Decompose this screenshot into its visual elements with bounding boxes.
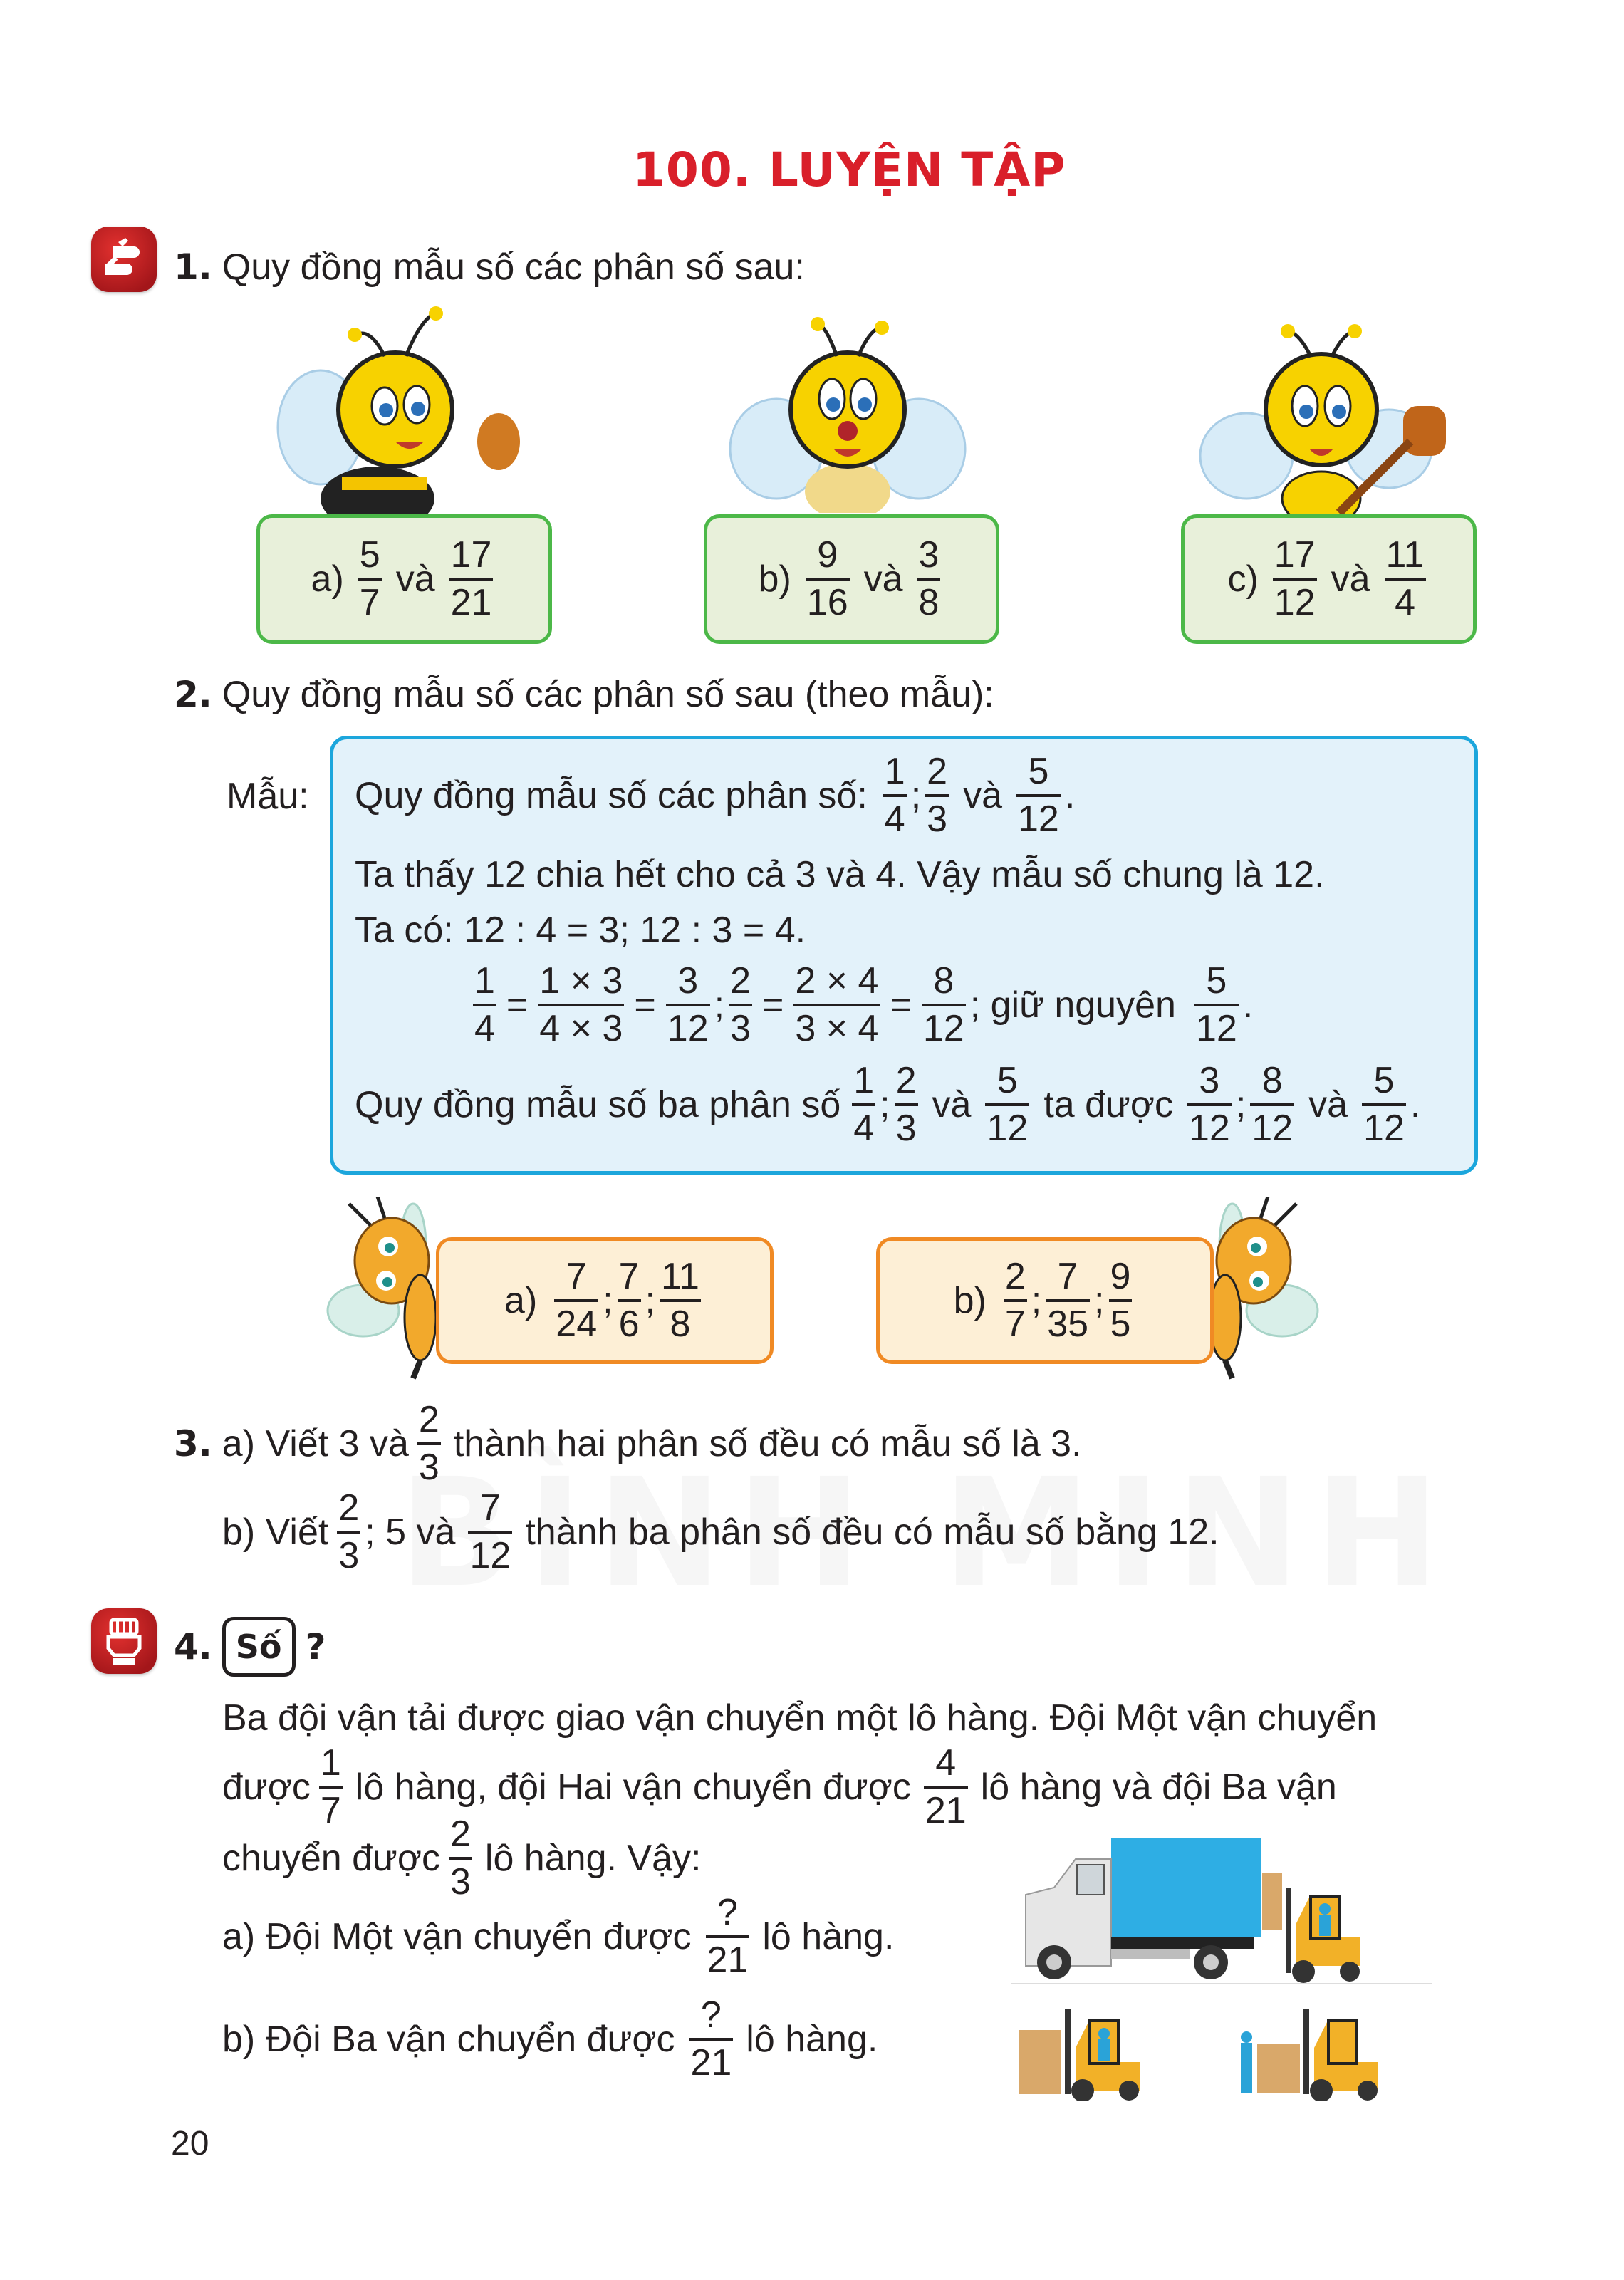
ex3b-post: thành ba phân số đều có mẫu số bằng 12. xyxy=(525,1511,1219,1553)
separator: ; xyxy=(1031,1280,1042,1321)
page-title: 100. LUYỆN TẬP xyxy=(633,142,1066,197)
item-label: b) xyxy=(953,1280,987,1321)
exercise-prompt: Quy đồng mẫu số các phân số sau (theo mẫu): xyxy=(222,674,994,715)
ex3a-post: thành hai phân số đều có mẫu số là 3. xyxy=(453,1422,1082,1464)
number-answer-box: Số xyxy=(222,1617,296,1677)
equals: = xyxy=(762,984,784,1026)
sample-label: Mẫu: xyxy=(227,776,309,817)
ex4-line3-t1: chuyển được xyxy=(222,1837,440,1879)
period: . xyxy=(1242,984,1254,1026)
fraction: $\frac{3}{8}$ xyxy=(918,534,939,623)
ex4-line1: Ba đội vận tải được giao vận chuyển một lô hàng. Đội Một vận chuyển xyxy=(222,1697,1378,1739)
equals: = xyxy=(506,984,529,1026)
equals: = xyxy=(890,984,912,1026)
exercise-number: 3. xyxy=(174,1422,212,1464)
ex4b-pre: b) Đội Ba vận chuyển được xyxy=(222,2018,675,2060)
exercise-2a-box xyxy=(436,1237,774,1364)
keep-text: ; giữ nguyên xyxy=(969,984,1176,1026)
fraction: $\frac{5}{12}$ xyxy=(1363,1060,1405,1149)
fraction-answer[interactable]: $\frac{?}{21}$ xyxy=(707,1892,749,1981)
fraction: $\frac{1}{4}$ xyxy=(884,751,905,840)
separator: ; xyxy=(645,1280,655,1321)
exercise-1b-box xyxy=(704,514,999,644)
question-mark: ? xyxy=(305,1626,326,1667)
separator: ; xyxy=(880,1083,890,1125)
fraction: $\frac{4}{21}$ xyxy=(925,1742,967,1831)
period: . xyxy=(1064,774,1076,816)
fraction: $\frac{2}{3}$ xyxy=(418,1399,439,1488)
ex4a-post: lô hàng. xyxy=(762,1915,895,1957)
fraction: $\frac{11}{4}$ xyxy=(1385,534,1425,623)
sample-line5-text2: ta được xyxy=(1043,1083,1173,1125)
sample-line5-text: Quy đồng mẫu số ba phân số xyxy=(355,1083,841,1125)
separator: ; xyxy=(910,774,922,816)
item-label: a) xyxy=(311,558,344,600)
separator: ; xyxy=(1094,1280,1105,1321)
fraction: $\frac{2}{3}$ xyxy=(449,1813,471,1902)
ex4-line2-t2: lô hàng, đội Hai vận chuyển được xyxy=(355,1766,911,1808)
fraction: $\frac{1 \times 3}{4 \times 3}$ xyxy=(539,960,623,1049)
fraction: $\frac{2}{7}$ xyxy=(1004,1256,1026,1345)
sample-line1-text: Quy đồng mẫu số các phân số: xyxy=(355,774,868,816)
fraction: $\frac{17}{21}$ xyxy=(450,534,492,623)
conjunction: và xyxy=(395,558,435,600)
fraction: $\frac{7}{24}$ xyxy=(556,1256,598,1345)
exercise-prompt: Quy đồng mẫu số các phân số sau: xyxy=(222,246,805,288)
fraction: $\frac{7}{12}$ xyxy=(469,1487,511,1576)
bee-illustration xyxy=(271,306,541,520)
fraction: $\frac{5}{12}$ xyxy=(1195,960,1237,1049)
conjunction: và xyxy=(932,1083,972,1125)
ex4-line3-t2: lô hàng. Vậy: xyxy=(484,1837,702,1879)
separator: ; xyxy=(603,1280,613,1321)
fraction: $\frac{5}{7}$ xyxy=(359,534,380,623)
hands-icon xyxy=(91,227,157,292)
bee-illustration xyxy=(1197,321,1467,520)
fraction: $\frac{1}{4}$ xyxy=(474,960,495,1049)
fraction: $\frac{5}{12}$ xyxy=(987,1060,1029,1149)
equals: = xyxy=(634,984,656,1026)
sample-line3: Ta có: 12 : 4 = 3; 12 : 3 = 4. xyxy=(355,910,806,951)
ex3a-pre: a) Viết 3 và xyxy=(222,1422,409,1464)
fraction: $\frac{2}{3}$ xyxy=(338,1487,360,1576)
period: . xyxy=(1410,1083,1421,1125)
fraction: $\frac{17}{12}$ xyxy=(1274,534,1316,623)
separator: ; xyxy=(1235,1083,1246,1125)
item-label: a) xyxy=(504,1280,538,1321)
sample-box xyxy=(330,736,1478,1175)
fraction-answer[interactable]: $\frac{?}{21}$ xyxy=(690,1994,732,2083)
ex4a-pre: a) Đội Một vận chuyển được xyxy=(222,1915,692,1957)
separator: ; xyxy=(714,984,725,1026)
ex3b-pre: b) Viết xyxy=(222,1511,329,1553)
ex3b-mid: ; 5 và xyxy=(365,1511,456,1553)
conjunction: và xyxy=(863,558,903,600)
ex4b-post: lô hàng. xyxy=(746,2018,878,2060)
fraction: $\frac{2}{3}$ xyxy=(895,1060,917,1149)
fraction: $\frac{11}{8}$ xyxy=(660,1256,699,1345)
fraction: $\frac{1}{7}$ xyxy=(320,1742,341,1831)
exercise-1a-box xyxy=(256,514,552,644)
bee-illustration xyxy=(1197,1197,1325,1382)
fist-icon xyxy=(91,1608,157,1674)
conjunction: và xyxy=(963,774,1002,816)
fraction: $\frac{9}{16}$ xyxy=(806,534,848,623)
ex4-line2-t3: lô hàng và đội Ba vận xyxy=(980,1766,1337,1808)
exercise-number: 2. xyxy=(174,674,212,715)
exercise-number: 1. xyxy=(174,246,212,288)
fraction: $\frac{7}{6}$ xyxy=(618,1256,640,1345)
fraction: $\frac{1}{4}$ xyxy=(853,1060,875,1149)
item-label: c) xyxy=(1227,558,1259,600)
fraction: $\frac{3}{12}$ xyxy=(667,960,709,1049)
fraction: $\frac{8}{12}$ xyxy=(1251,1060,1294,1149)
page-number: 20 xyxy=(171,2125,209,2162)
fraction: $\frac{2}{3}$ xyxy=(927,751,948,840)
fraction: $\frac{8}{12}$ xyxy=(922,960,964,1049)
conjunction: và xyxy=(1308,1083,1348,1125)
exercise-number: 4. xyxy=(174,1626,212,1667)
bee-illustration xyxy=(321,1197,449,1382)
exercise-1c-box xyxy=(1181,514,1477,644)
item-label: b) xyxy=(758,558,791,600)
conjunction: và xyxy=(1331,558,1370,600)
bee-illustration xyxy=(727,313,969,513)
fraction: $\frac{3}{12}$ xyxy=(1188,1060,1230,1149)
fraction: $\frac{2 \times 4}{3 \times 4}$ xyxy=(795,960,879,1049)
fraction: $\frac{2}{3}$ xyxy=(730,960,751,1049)
fraction: $\frac{9}{5}$ xyxy=(1110,1256,1131,1345)
truck-forklift-illustration xyxy=(1011,1831,1432,2101)
ex4-line2-t1: được xyxy=(222,1766,311,1808)
exercise-2b-box xyxy=(876,1237,1214,1364)
fraction: $\frac{7}{35}$ xyxy=(1047,1256,1089,1345)
sample-line2: Ta thấy 12 chia hết cho cả 3 và 4. Vậy mẫu số chung là 12. xyxy=(355,854,1325,895)
fraction: $\frac{5}{12}$ xyxy=(1018,751,1059,840)
